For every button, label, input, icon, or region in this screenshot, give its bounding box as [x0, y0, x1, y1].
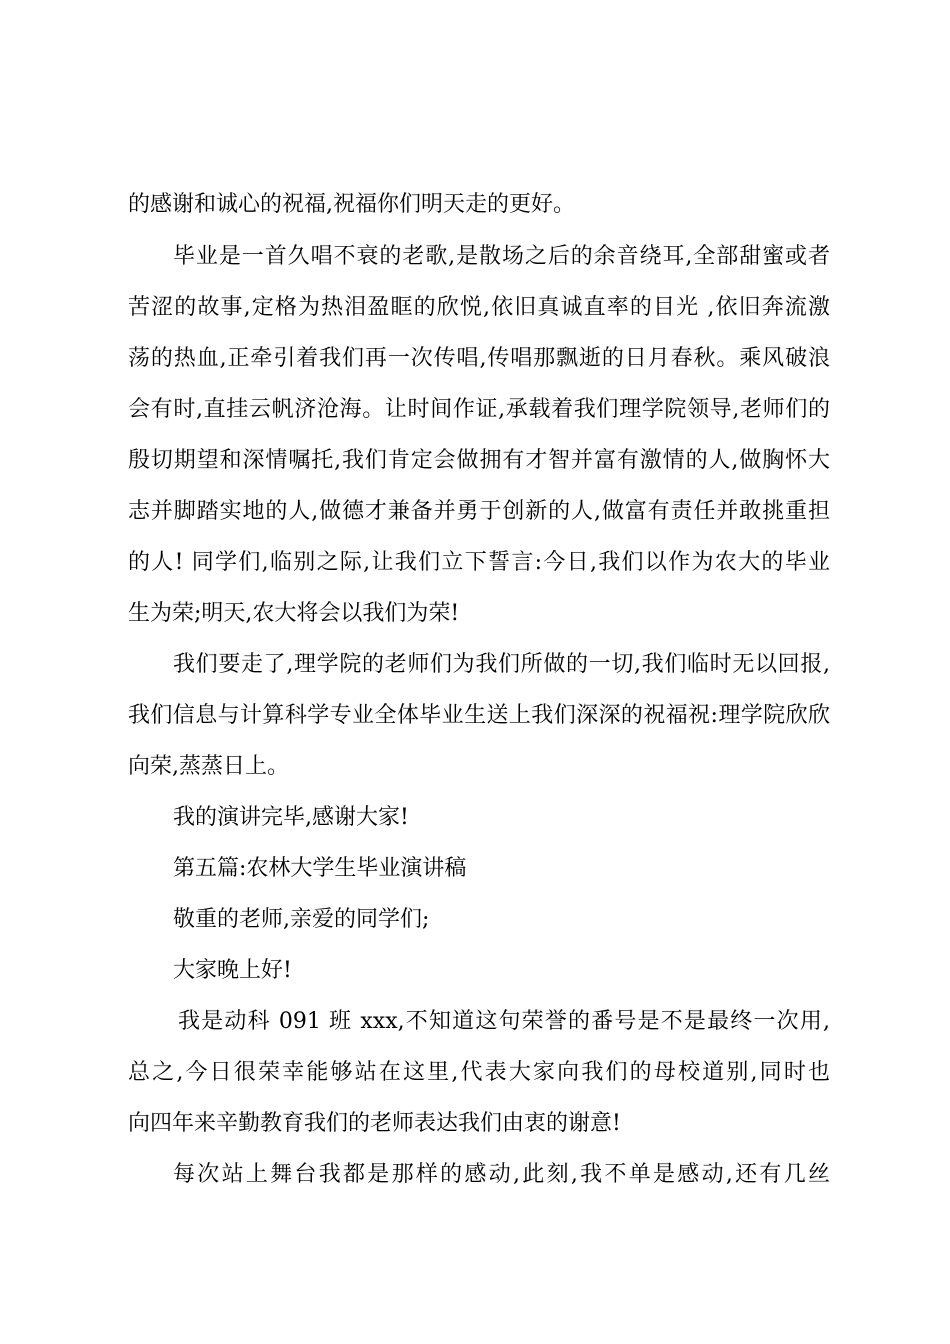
text-line: 大家晚上好! — [173, 958, 292, 983]
text-line: 苦涩的故事,定格为热泪盈眶的欣悦,依旧真诚直率的目光 ,依旧奔流激 — [128, 295, 830, 320]
text-line: 荡的热血,正牵引着我们再一次传唱,传唱那飘逝的日月春秋。乘风破浪 — [128, 346, 830, 371]
text-line: 我的演讲完毕,感谢大家! — [173, 805, 409, 830]
text-line: 我们要走了,理学院的老师们为我们所做的一切,我们临时无以回报, — [173, 652, 830, 677]
text-line: 志并脚踏实地的人,做德才兼备并勇于创新的人,做富有责任并敢挑重担 — [128, 499, 830, 524]
text-line: 我们信息与计算科学专业全体毕业生送上我们深深的祝福祝:理学院欣欣 — [128, 703, 830, 728]
text-line: 敬重的老师,亲爱的同学们; — [173, 907, 430, 932]
section-heading: 第五篇:农林大学生毕业演讲稿 — [173, 856, 467, 881]
text-line: 总之,今日很荣幸能够站在这里,代表大家向我们的母校道别,同时也 — [128, 1060, 830, 1085]
text-line: 向四年来辛勤教育我们的老师表达我们由衷的谢意! — [128, 1111, 621, 1136]
text-line: 生为荣;明天,农大将会以我们为荣! — [128, 601, 460, 626]
text-line: 毕业是一首久唱不衰的老歌,是散场之后的余音绕耳,全部甜蜜或者 — [173, 244, 830, 269]
text-line: 我是动科 091 班 xxx,不知道这句荣誉的番号是不是最终一次用, — [178, 1009, 830, 1034]
text-line: 会有时,直挂云帆济沧海。让时间作证,承载着我们理学院领导,老师们的 — [128, 397, 830, 422]
text-line: 的感谢和诚心的祝福,祝福你们明天走的更好。 — [128, 192, 575, 217]
text-line: 的人! 同学们,临别之际,让我们立下誓言:今日,我们以作为农大的毕业 — [128, 550, 830, 575]
text-line: 殷切期望和深情嘱托,我们肯定会做拥有才智并富有激情的人,做胸怀大 — [128, 448, 830, 473]
text-line: 向荣,蒸蒸日上。 — [128, 754, 289, 779]
text-line: 每次站上舞台我都是那样的感动,此刻,我不单是感动,还有几丝 — [173, 1162, 830, 1187]
